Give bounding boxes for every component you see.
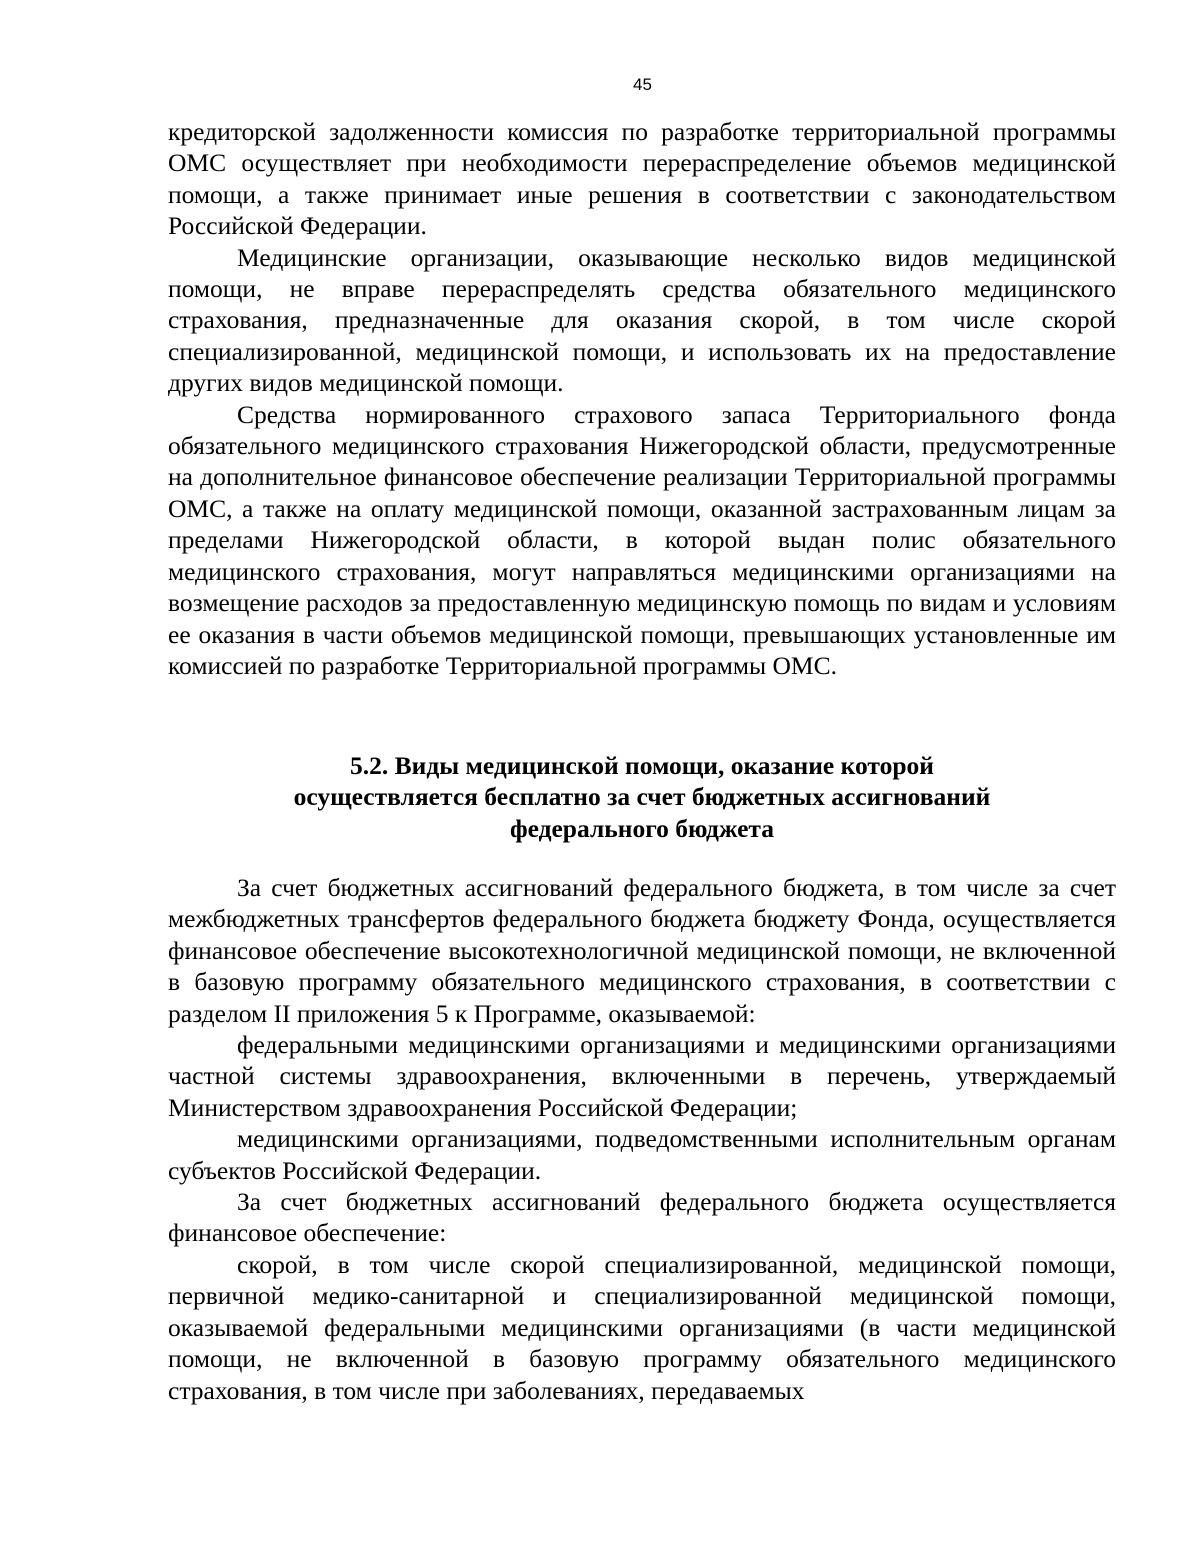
section-heading-line: федерального бюджета	[509, 813, 775, 843]
paragraph-insurance-reserve: Средства нормированного страхового запаса Территориального фонда обязательного медицинского страхования Нижегородской области, предусмотренные на дополнительное финансовое обеспечение реализации Территориальной программы ОМС, а также на оплату медицинской помощи, оказанной застрахованным лицам за пределами Нижегородской области, в которой выдан полис обязательного медицинского страхования, могут направляться медицинскими организациями на возмещение расходов за предоставленную медицинскую помощь по видам и условиям ее оказания в части объемов медицинской помощи, превышающих установленные им комиссией по разработке Территориальной программы ОМС.	[168, 399, 1116, 680]
paragraph-continuation: кредиторской задолженности комиссия по разработке территориальной программы ОМС осуществляет при необходимости перераспределение объемов медицинской помощи, а также принимает иные решения в соответствии с законодательством Российской Федерации.	[168, 117, 1116, 241]
page-number: 45	[633, 75, 652, 94]
paragraph-subordinate-organizations: медицинскими организациями, подведомственными исполнительным органам субъектов Российской Федерации.	[168, 1124, 1116, 1185]
paragraph-medical-organizations: Медицинские организации, оказывающие несколько видов медицинской помощи, не вправе перераспределять средства обязательного медицинского страхования, предназначенные для оказания скорой, в том числе скорой специализированной, медицинской помощи, и использовать их на предоставление других видов медицинской помощи.	[168, 242, 1116, 398]
paragraph-federal-funding: За счет бюджетных ассигнований федерального бюджета, в том числе за счет межбюджетных трансфертов федерального бюджета бюджету Фонда, осуществляется финансовое обеспечение высокотехнологичной медицинской помощи, не включенной в базовую программу обязательного медицинского страхования, в соответствии с разделом II приложения 5 к Программе, оказываемой:	[168, 873, 1116, 1028]
section-heading-line: осуществляется бесплатно за счет бюджетных ассигнований	[293, 782, 991, 812]
paragraph-financial-support: За счет бюджетных ассигнований федерального бюджета осуществляется финансовое обеспечение:	[168, 1187, 1116, 1248]
paragraph-federal-organizations: федеральными медицинскими организациями и медицинскими организациями частной системы здравоохранения, включенными в перечень, утверждаемый Министерством здравоохранения Российской Федерации;	[168, 1030, 1116, 1122]
section-heading	[168, 750, 1116, 844]
paragraph-emergency-care: скорой, в том числе скорой специализированной, медицинской помощи, первичной медико-санитарной и специализированной медицинской помощи, оказываемой федеральными медицинскими организациями (в части медицинской помощи, не включенной в базовую программу обязательного медицинского страхования, в том числе при заболеваниях, передаваемых	[168, 1249, 1116, 1405]
section-heading-line: 5.2. Виды медицинской помощи, оказание которой	[350, 751, 934, 780]
body-text-bottom	[168, 872, 1116, 1406]
body-text-top	[168, 116, 1116, 681]
